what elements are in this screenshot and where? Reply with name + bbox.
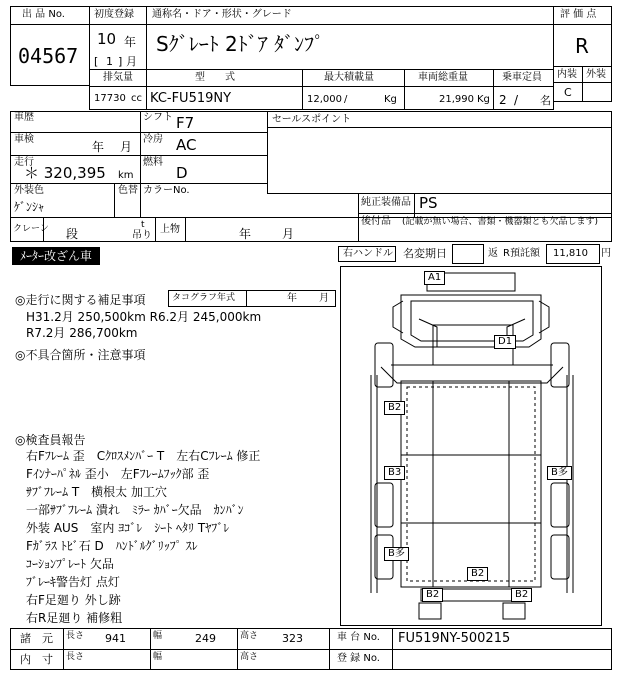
int-length-label: 長さ bbox=[66, 652, 85, 662]
color-no-label: カラーNo. bbox=[143, 185, 190, 196]
fuel-label: 燃料 bbox=[143, 157, 163, 168]
inspector-line: 一部ｻﾌﾞﾌﾚｰﾑ 潰れ ﾐﾗｰ ｶﾊﾞｰ欠品 ｶﾝﾊﾞﾝ bbox=[26, 503, 244, 517]
damage-mark-b2: B2 bbox=[467, 567, 488, 581]
width-label: 幅 bbox=[153, 631, 163, 641]
reg-month-unit: 月 bbox=[126, 55, 137, 68]
max-load-value: 12,000 bbox=[307, 94, 342, 105]
width-value: 249 bbox=[195, 632, 216, 645]
right-handle-label: 右ハンドル bbox=[343, 248, 393, 259]
model-code-value: KC-FU519NY bbox=[150, 91, 232, 106]
damage-mark-b3: B3 bbox=[384, 466, 405, 480]
odometer-tampered-badge: ﾒｰﾀｰ改ざん車 bbox=[12, 247, 100, 265]
capacity-value: 2 bbox=[499, 93, 507, 107]
gross-weight-label: 車両総重量 bbox=[418, 72, 468, 83]
dimensions-label: 諸 元 bbox=[20, 632, 53, 645]
capacity-label: 乗車定員 bbox=[502, 72, 542, 83]
damage-mark-b2: B2 bbox=[384, 401, 405, 415]
aftermarket-label: 後付品 bbox=[361, 216, 391, 227]
mileage-label: 走行 bbox=[14, 157, 34, 168]
model-name: Sｸﾞﾚｰﾄ 2ﾄﾞｱ ﾀﾞﾝﾌﾟ bbox=[156, 32, 325, 56]
ac-label: 冷房 bbox=[143, 134, 163, 145]
capacity-unit: 名 bbox=[540, 94, 551, 107]
reg-year-unit: 年 bbox=[124, 35, 137, 49]
max-load-unit: Kg bbox=[384, 94, 397, 105]
mileage-unit: km bbox=[118, 170, 134, 181]
mileage-history-line: R7.2月 286,700km bbox=[26, 326, 138, 340]
crane-stage-unit: 段 bbox=[66, 227, 79, 241]
grade-value: R bbox=[575, 34, 589, 58]
model-code-label: 型 式 bbox=[195, 72, 235, 83]
equipment-value: PS bbox=[419, 194, 438, 212]
tachograph-month-unit: 月 bbox=[319, 293, 329, 304]
inspector-line: Fｶﾞﾗｽ ﾄﾋﾞ石 D ﾊﾝﾄﾞﾙｸﾞﾘｯﾌﾟ ｽﾚ bbox=[26, 539, 198, 553]
gross-weight-value: 21,990 bbox=[439, 94, 474, 105]
inspector-label: ◎検査員報告 bbox=[15, 433, 86, 447]
damage-mark-b-many: B多 bbox=[384, 547, 409, 561]
tachograph-year-unit: 年 bbox=[287, 293, 297, 304]
inspector-line: ｻﾌﾞﾌﾚｰﾑ T 横根太 加工穴 bbox=[26, 485, 167, 499]
exterior-label: 外装 bbox=[586, 69, 606, 80]
interior-grade: C bbox=[564, 86, 572, 99]
damage-mark-d1: D1 bbox=[494, 335, 516, 349]
length-label: 長さ bbox=[66, 631, 85, 641]
height-label: 高さ bbox=[240, 631, 259, 641]
registration-label: 登 録 No. bbox=[337, 653, 380, 664]
inspection-month-unit: 月 bbox=[120, 140, 133, 154]
shift-value: F7 bbox=[176, 114, 195, 132]
equipment-label: 純正装備品 bbox=[361, 197, 411, 208]
int-height-label: 高さ bbox=[240, 652, 259, 662]
displacement-value: 17730 bbox=[94, 93, 126, 104]
interior-label: 内装 bbox=[557, 69, 577, 80]
inspector-line: 外装 AUS 室内 ﾖｺﾞﾚ ｼｰﾄ ﾍﾀﾘ Tﾔﾌﾞﾚ bbox=[26, 521, 230, 535]
name-label: 通称名・ドア・形状・グレード bbox=[152, 9, 292, 20]
fuel-value: D bbox=[176, 164, 188, 182]
history-label: 車歴 bbox=[14, 112, 34, 123]
tachograph-label: タコグラフ年式 bbox=[172, 293, 236, 303]
damage-mark-b2: B2 bbox=[422, 588, 443, 602]
auction-sheet: 出 品 No. 04567 初度登録 通称名・ドア・形状・グレード 10 年 [ 1 ] 月 Sｸﾞﾚｰﾄ 2ﾄﾞｱ ﾀﾞﾝﾌﾟ 評 価 点 R 内装 外装 C 排気量 型 式 最大積載量 車両総重量 乗車定員 17730 cc KC-FU519NY 12,000 / Kg 21,990 Kg 2 / 名 車歴 シフト F7 セールスポイント 車検 年 月 冷房 AC 走行 ＊ 320,395 km 燃料 D 外装色 ｹﾞﾝｼｬ 色替 カラーNo. 純正装備品 PS 後付品 (記載が無い場合、書類・機器類とも欠品します) クレーン 段 t 吊り 上物 年 月 ﾒｰﾀｰ改ざん車 右ハンドル 名変期日 返 R預託額 11,810 円 ◎走行に関する補足事項 タコグラフ年式 年 月 H31.2月 250,500km R6.2月 245,000km R7.2月 286,700km ◎不具合箇所・注意事項 ◎検査員報告 右Fﾌﾚｰﾑ 歪 Cｸﾛｽﾒﾝﾊﾞｰ T 左右Cﾌﾚｰﾑ 修正 Fｲﾝﾅｰﾊﾟﾈﾙ 歪小 左Fﾌﾚｰﾑﾌｯｸ部 歪 ｻﾌﾞﾌﾚｰﾑ T 横根太 加工穴 一部ｻﾌﾞﾌﾚｰﾑ 潰れ ﾐﾗｰ ｶﾊﾞｰ欠品 ｶﾝﾊﾞﾝ 外装 AUS 室内 ﾖｺﾞﾚ ｼｰﾄ ﾍﾀﾘ Tﾔﾌﾞﾚ Fｶﾞﾗｽ ﾄﾋﾞ石 D ﾊﾝﾄﾞﾙｸﾞﾘｯﾌﾟ ｽﾚ ｺｰｼｮﾝﾌﾟﾚｰﾄ 欠品 ﾌﾞﾚｰｷ警告灯 点灯 右F足廻り 外し跡 右R足廻り 補修粗 A1 D1 B2 B3 B多 B多 B2 B2 B2 諸 元 長さ 941 幅 249 高さ 323 車 台 No. FU519NY-500215 内 寸 長さ 幅 高さ 登 録 No. bbox=[0, 0, 640, 680]
color-value: ｹﾞﾝｼｬ bbox=[14, 200, 45, 214]
color-code-label: 色替 bbox=[118, 185, 138, 196]
frame-no-value: FU519NY-500215 bbox=[398, 631, 511, 646]
damage-mark-b-many: B多 bbox=[547, 466, 572, 480]
inspector-line: ﾌﾞﾚｰｷ警告灯 点灯 bbox=[26, 575, 120, 589]
aftermarket-note: (記載が無い場合、書類・機器類とも欠品します) bbox=[402, 217, 599, 227]
lot-number: 04567 bbox=[18, 44, 79, 68]
inspection-year-unit: 年 bbox=[92, 140, 105, 154]
first-reg-label: 初度登録 bbox=[94, 9, 134, 20]
tax-unit: 円 bbox=[601, 248, 611, 259]
inspector-line: Fｲﾝﾅｰﾊﾟﾈﾙ 歪小 左Fﾌﾚｰﾑﾌｯｸ部 歪 bbox=[26, 467, 210, 481]
damage-mark-b2: B2 bbox=[511, 588, 532, 602]
inspector-line: ｺｰｼｮﾝﾌﾟﾚｰﾄ 欠品 bbox=[26, 557, 114, 571]
displacement-label: 排気量 bbox=[103, 72, 133, 83]
height-value: 323 bbox=[282, 632, 303, 645]
tax-r-label: R預託額 bbox=[503, 248, 540, 259]
inspector-line: 右Fﾌﾚｰﾑ 歪 Cｸﾛｽﾒﾝﾊﾞｰ T 左右Cﾌﾚｰﾑ 修正 bbox=[26, 449, 261, 463]
mileage-supplement-label: ◎走行に関する補足事項 bbox=[15, 293, 146, 307]
mileage-value: ＊ 320,395 bbox=[24, 164, 106, 182]
damage-mark-a1: A1 bbox=[424, 271, 445, 285]
interior-dim-label: 内 寸 bbox=[20, 653, 53, 666]
max-load-label: 最大積載量 bbox=[324, 72, 374, 83]
crane-lift-unit: 吊り bbox=[132, 230, 152, 241]
inspector-line: 右R足廻り 補修粗 bbox=[26, 611, 123, 625]
reg-month: 1 bbox=[106, 55, 113, 68]
name-change-box bbox=[452, 244, 484, 264]
ac-value: AC bbox=[176, 136, 197, 154]
mileage-history-line: H31.2月 250,500km R6.2月 245,000km bbox=[26, 310, 262, 324]
inspector-line: 右F足廻り 外し跡 bbox=[26, 593, 121, 607]
displacement-unit: cc bbox=[131, 93, 142, 104]
color-label: 外装色 bbox=[14, 185, 44, 196]
loading-year-unit: 年 bbox=[239, 227, 252, 241]
sales-point-label: セールスポイント bbox=[272, 114, 352, 125]
name-change-label: 名変期日 bbox=[403, 247, 447, 260]
loading-label: 上物 bbox=[160, 224, 180, 235]
reg-year: 10 bbox=[97, 30, 117, 48]
lot-label: 出 品 No. bbox=[22, 9, 65, 20]
int-width-label: 幅 bbox=[153, 652, 163, 662]
crane-ton-unit: t bbox=[141, 220, 145, 230]
tax-amount: 11,810 bbox=[553, 248, 588, 259]
length-value: 941 bbox=[105, 632, 126, 645]
tax-label: 返 bbox=[488, 248, 498, 259]
shift-label: シフト bbox=[143, 112, 173, 123]
frame-no-label: 車 台 No. bbox=[337, 632, 380, 643]
inspection-label: 車検 bbox=[14, 134, 34, 145]
gross-weight-unit: Kg bbox=[477, 94, 490, 105]
crane-label: クレーン bbox=[13, 224, 49, 234]
loading-month-unit: 月 bbox=[282, 227, 295, 241]
grade-label: 評 価 点 bbox=[560, 9, 597, 20]
defects-label: ◎不具合箇所・注意事項 bbox=[15, 348, 146, 362]
